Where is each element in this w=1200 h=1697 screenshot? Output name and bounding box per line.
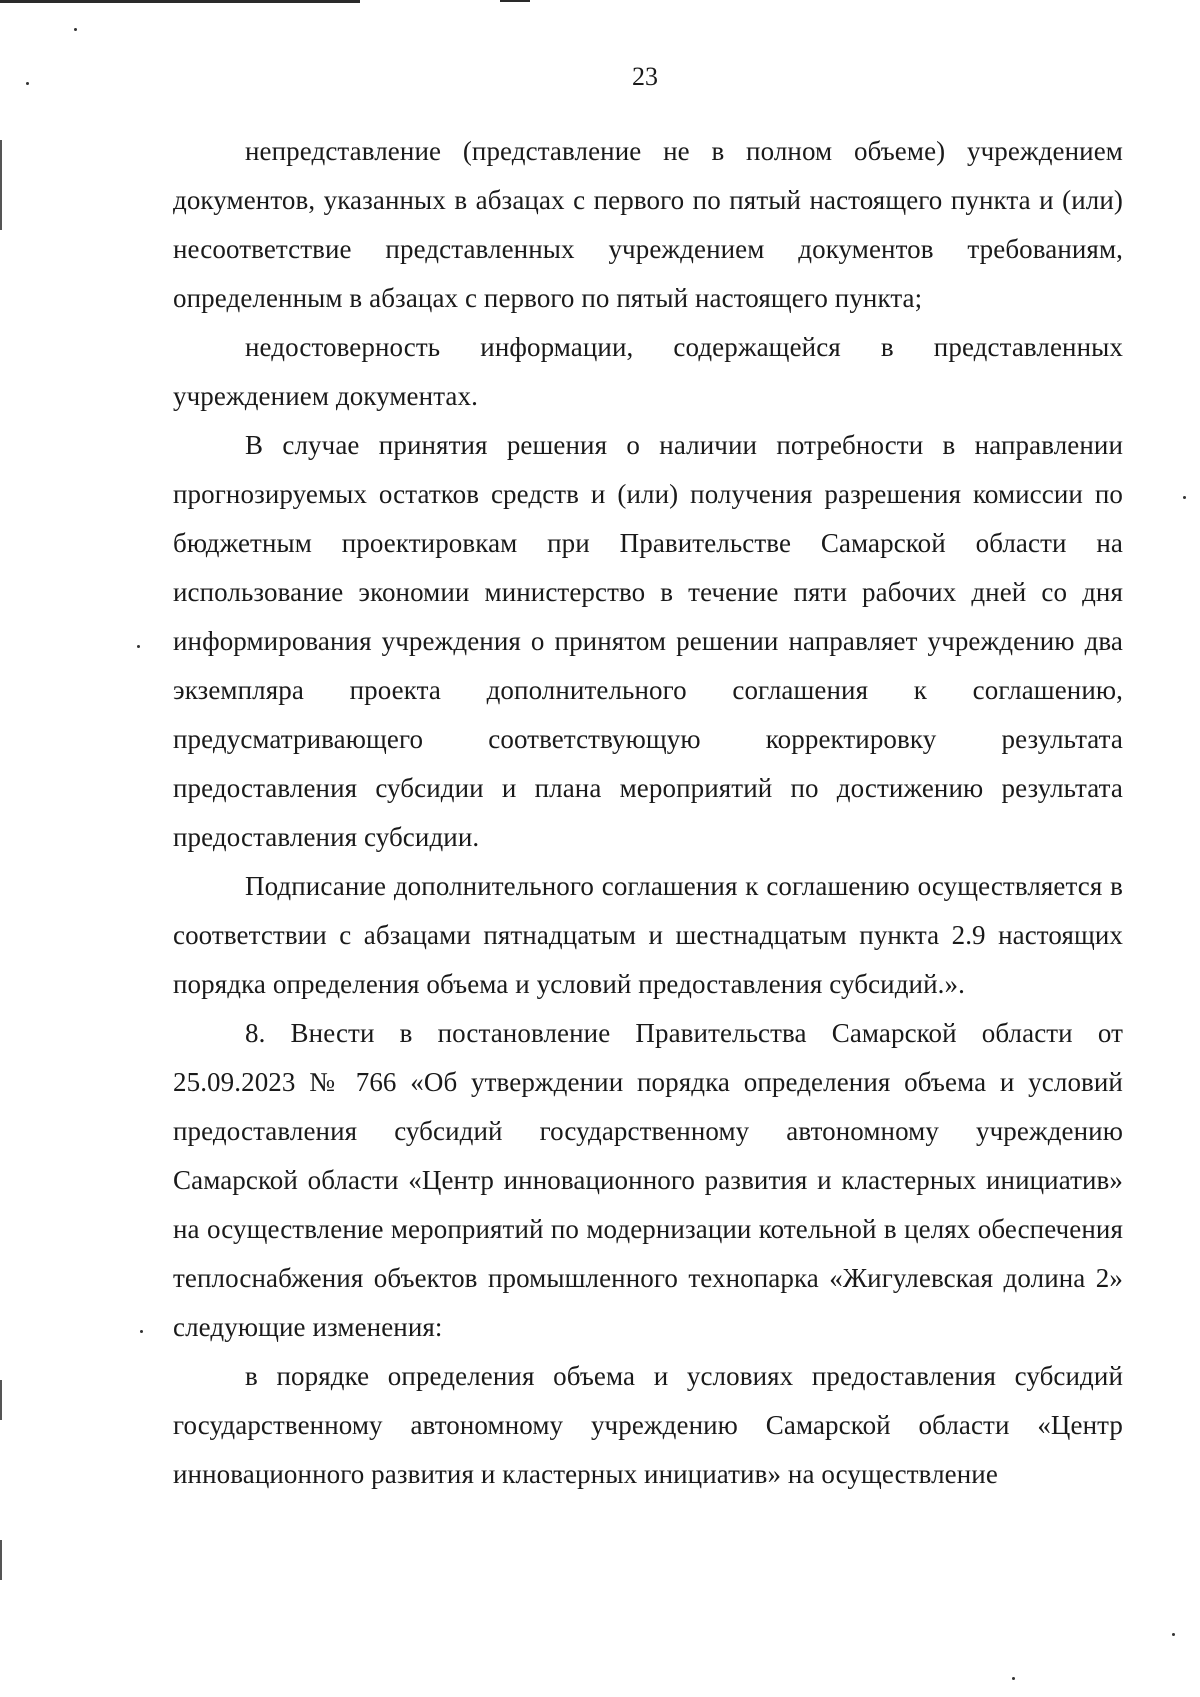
paragraph: Подписание дополнительного соглашения к соглашению осуществляется в соответствии с абзацами пятнадцатым и шестнадцатым пункта 2.9 настоящих порядка определения объема и условий предоставления субсидий.». xyxy=(173,871,1123,999)
paragraph: в порядке определения объема и условиях предоставления субсидий государственному автономному учреждению Самарской области «Центр инновационного развития и кластерных инициатив» на осуществление xyxy=(173,1361,1123,1489)
document-body xyxy=(173,127,1123,1499)
left-scan-edge xyxy=(0,140,2,230)
top-scan-rule-fragment xyxy=(500,0,530,2)
scan-speck xyxy=(1172,1633,1175,1636)
paragraph: В случае принятия решения о наличии потребности в направлении прогнозируемых остатков средств и (или) получения разрешения комиссии по бюджетным проектировкам при Правительстве Самарской области на использование экономии министерство в течение пяти рабочих дней со дня информирования учреждения о принятом решении направляет учреждению два экземпляра проекта дополнительного соглашения к соглашению, предусматривающего соответствующую корректировку результата предоставления субсидии и плана мероприятий по достижению результата предоставления субсидии. xyxy=(173,430,1123,852)
left-scan-edge xyxy=(0,1540,2,1580)
scan-speck xyxy=(74,28,77,31)
scan-speck xyxy=(140,1330,143,1333)
scan-speck xyxy=(1183,496,1186,499)
left-scan-edge xyxy=(0,1380,2,1420)
paragraph: недостоверность информации, содержащейся в представленных учреждением документах. xyxy=(173,332,1123,411)
page-number: 23 xyxy=(632,62,658,91)
top-scan-rule xyxy=(0,0,360,3)
scan-speck xyxy=(1012,1677,1015,1680)
paragraph: 8. Внести в постановление Правительства Самарской области от 25.09.2023 № 766 «Об утверждении порядка определения объема и условий предоставления субсидий государственному автономному учреждению Самарской области «Центр инновационного развития и кластерных инициатив» на осуществление мероприятий по модернизации котельной в целях обеспечения теплоснабжения объектов промышленного технопарка «Жигулевская долина 2» следующие изменения: xyxy=(173,1018,1123,1342)
paragraph: непредставление (представление не в полном объеме) учреждением документов, указанных в абзацах с первого по пятый настоящего пункта и (или) несоответствие представленных учреждением документов требованиям, определенным в абзацах с первого по пятый настоящего пункта; xyxy=(173,136,1123,313)
scan-speck xyxy=(137,645,140,648)
